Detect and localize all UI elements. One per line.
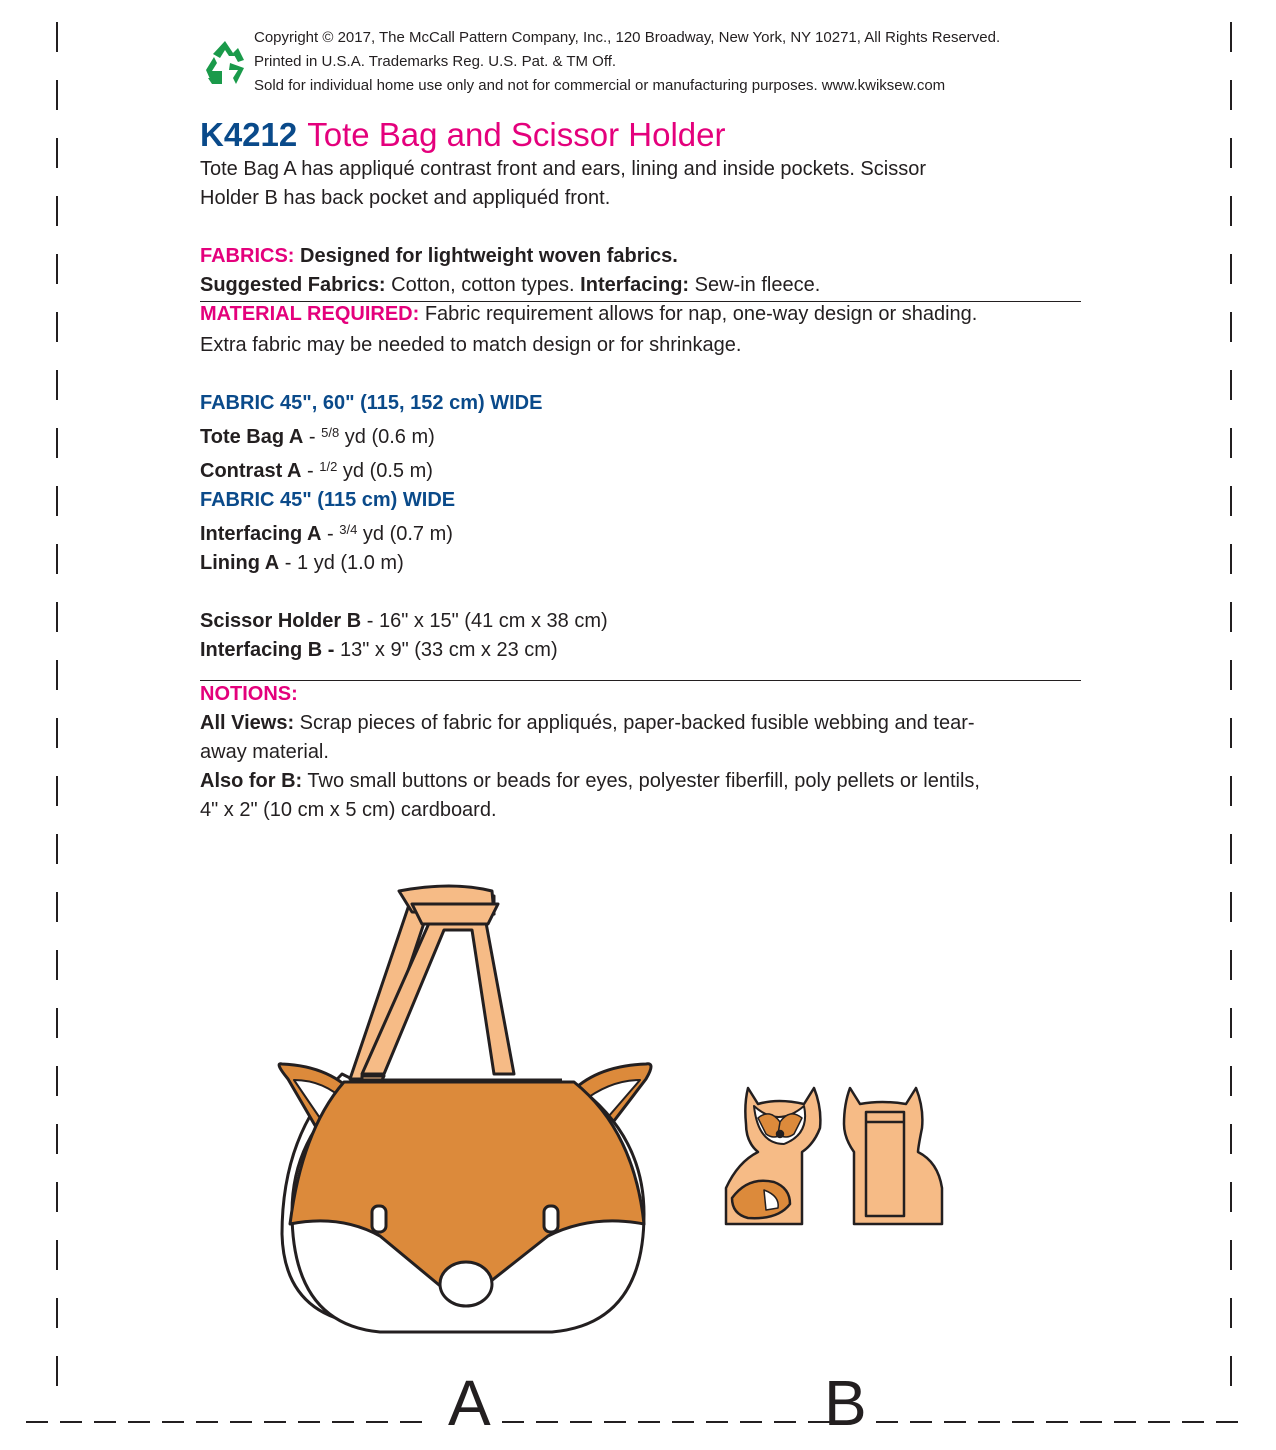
border-dash <box>56 22 58 52</box>
requirement-value: yd (0.6 m) <box>339 426 435 448</box>
requirement-value: yd (0.7 m) <box>357 523 453 545</box>
fabrics-label: FABRICS: <box>200 245 295 267</box>
requirement-row <box>200 607 608 636</box>
suggested-fabrics-text: Cotton, cotton types. <box>391 274 575 296</box>
border-dash <box>94 1421 116 1423</box>
material-label: MATERIAL REQUIRED: <box>200 303 420 325</box>
copyright-line: Printed in U.S.A. Trademarks Reg. U.S. Pat. & TM Off. <box>254 53 617 70</box>
fabrics-text: Designed for lightweight woven fabrics. <box>300 245 678 267</box>
border-dash <box>604 1421 626 1423</box>
border-dash <box>56 1124 58 1154</box>
requirement-label: Interfacing B - <box>200 639 335 661</box>
border-dash <box>1230 660 1232 690</box>
border-dash <box>56 196 58 226</box>
border-dash <box>56 950 58 980</box>
requirement-label: Interfacing A <box>200 523 322 545</box>
border-dash <box>502 1421 524 1423</box>
border-dash <box>56 544 58 574</box>
border-dash <box>1230 80 1232 110</box>
border-dash <box>366 1421 388 1423</box>
fabric-width-heading: FABRIC 45" (115 cm) WIDE <box>200 489 456 511</box>
requirements-section <box>200 389 608 665</box>
border-dash <box>56 602 58 632</box>
border-dash <box>1182 1421 1204 1423</box>
border-dash <box>1012 1421 1034 1423</box>
border-dash <box>1230 22 1232 52</box>
requirement-label: Scissor Holder B <box>200 610 362 632</box>
border-dash <box>230 1421 252 1423</box>
requirement-value: - 1 yd (1.0 m) <box>279 552 404 574</box>
border-dash <box>56 1182 58 1212</box>
separator: - <box>303 426 322 448</box>
description-line: Holder B has back pocket and appliquéd front. <box>200 187 611 209</box>
border-dash <box>1230 602 1232 632</box>
pattern-heading <box>200 116 725 154</box>
fabrics-section <box>200 242 820 300</box>
border-dash <box>56 486 58 516</box>
requirement-row <box>200 418 608 452</box>
description-line: Tote Bag A has appliqué contrast front and ears, lining and inside pockets. Scissor <box>200 158 926 180</box>
scissor-holder-illustration <box>718 1078 954 1234</box>
border-dash <box>128 1421 150 1423</box>
notions-b-text: Two small buttons or beads for eyes, polyester fiberfill, poly pellets or lentils, <box>302 770 980 792</box>
border-dash <box>1230 1124 1232 1154</box>
border-dash <box>1114 1421 1136 1423</box>
border-dash <box>1230 254 1232 284</box>
border-dash <box>56 660 58 690</box>
requirement-row <box>200 515 608 549</box>
fraction: 3/4 <box>339 522 358 537</box>
notions-section <box>200 680 980 825</box>
fraction: 5/8 <box>321 425 340 440</box>
border-dash <box>1230 1066 1232 1096</box>
notions-label: NOTIONS: <box>200 683 298 705</box>
recycle-icon <box>200 38 250 88</box>
border-dash <box>298 1421 320 1423</box>
requirement-value: yd (0.5 m) <box>337 460 433 482</box>
border-dash <box>944 1421 966 1423</box>
border-dash <box>56 370 58 400</box>
border-dash <box>1230 1298 1232 1328</box>
border-dash <box>56 312 58 342</box>
border-dash <box>56 80 58 110</box>
copyright-block <box>254 26 1000 98</box>
border-dash <box>56 1008 58 1038</box>
border-dash <box>740 1421 762 1423</box>
border-dash <box>26 1421 48 1423</box>
border-dash <box>56 1356 58 1386</box>
suggested-fabrics-label: Suggested Fabrics: <box>200 274 386 296</box>
border-dash <box>1230 892 1232 922</box>
interfacing-label: Interfacing: <box>580 274 690 296</box>
border-dash <box>1230 718 1232 748</box>
border-dash <box>978 1421 1000 1423</box>
view-b-label: B <box>824 1367 867 1439</box>
requirement-label: Tote Bag A <box>200 426 304 448</box>
border-dash <box>56 428 58 458</box>
notions-b-text: 4" x 2" (10 cm x 5 cm) cardboard. <box>200 799 497 821</box>
interfacing-text: Sew-in fleece. <box>694 274 821 296</box>
border-dash <box>638 1421 660 1423</box>
border-dash <box>400 1421 422 1423</box>
notions-b-label: Also for B: <box>200 770 303 792</box>
border-dash <box>56 1298 58 1328</box>
border-dash <box>1230 196 1232 226</box>
border-dash <box>264 1421 286 1423</box>
pattern-title: Tote Bag and Scissor Holder <box>307 116 726 153</box>
requirement-value: - 16" x 15" (41 cm x 38 cm) <box>361 610 608 632</box>
border-dash <box>56 718 58 748</box>
border-dash <box>1046 1421 1068 1423</box>
border-dash <box>60 1421 82 1423</box>
border-dash <box>1230 312 1232 342</box>
requirement-label: Lining A <box>200 552 280 574</box>
border-dash <box>196 1421 218 1423</box>
border-dash <box>672 1421 694 1423</box>
border-dash <box>56 834 58 864</box>
separator: - <box>321 523 340 545</box>
border-dash <box>1230 834 1232 864</box>
border-dash <box>56 1240 58 1270</box>
notions-all-label: All Views: <box>200 712 295 734</box>
border-dash <box>332 1421 354 1423</box>
border-dash <box>1230 428 1232 458</box>
pattern-description <box>200 155 926 213</box>
copyright-line: Sold for individual home use only and not for commercial or manufacturing purposes. www.kwiksew.com <box>254 77 946 94</box>
border-dash <box>570 1421 592 1423</box>
border-dash <box>706 1421 728 1423</box>
material-section <box>200 300 977 360</box>
border-dash <box>1230 370 1232 400</box>
border-dash <box>1230 1240 1232 1270</box>
requirement-row <box>200 636 608 665</box>
requirement-label: Contrast A <box>200 460 302 482</box>
border-dash <box>1230 1182 1232 1212</box>
border-dash <box>774 1421 796 1423</box>
fraction: 1/2 <box>319 459 338 474</box>
border-dash <box>56 1066 58 1096</box>
border-dash <box>56 138 58 168</box>
material-text: Fabric requirement allows for nap, one-way design or shading. <box>424 303 978 325</box>
material-text: Extra fabric may be needed to match design or for shrinkage. <box>200 334 742 356</box>
separator: - <box>301 460 320 482</box>
pattern-code: K4212 <box>200 116 298 153</box>
requirement-value: 13" x 9" (33 cm x 23 cm) <box>334 639 558 661</box>
requirement-row <box>200 452 608 486</box>
border-dash <box>1216 1421 1238 1423</box>
notions-all-text: Scrap pieces of fabric for appliqués, paper-backed fusible webbing and tear- <box>294 712 975 734</box>
border-dash <box>1230 544 1232 574</box>
view-a-label: A <box>448 1367 491 1439</box>
border-dash <box>56 892 58 922</box>
border-dash <box>1080 1421 1102 1423</box>
border-dash <box>1230 776 1232 806</box>
notions-all-text: away material. <box>200 741 329 763</box>
border-dash <box>876 1421 898 1423</box>
requirement-row <box>200 549 608 578</box>
border-dash <box>910 1421 932 1423</box>
border-dash <box>536 1421 558 1423</box>
border-dash <box>56 254 58 284</box>
border-dash <box>56 776 58 806</box>
tote-bag-illustration <box>262 884 662 1334</box>
copyright-line: Copyright © 2017, The McCall Pattern Company, Inc., 120 Broadway, New York, NY 10271, All Rights Reserved. <box>254 29 1001 46</box>
border-dash <box>1230 1008 1232 1038</box>
border-dash <box>162 1421 184 1423</box>
border-dash <box>1230 1356 1232 1386</box>
border-dash <box>1230 950 1232 980</box>
border-dash <box>1230 138 1232 168</box>
border-dash <box>1230 486 1232 516</box>
border-dash <box>1148 1421 1170 1423</box>
fabric-width-heading: FABRIC 45", 60" (115, 152 cm) WIDE <box>200 392 543 414</box>
